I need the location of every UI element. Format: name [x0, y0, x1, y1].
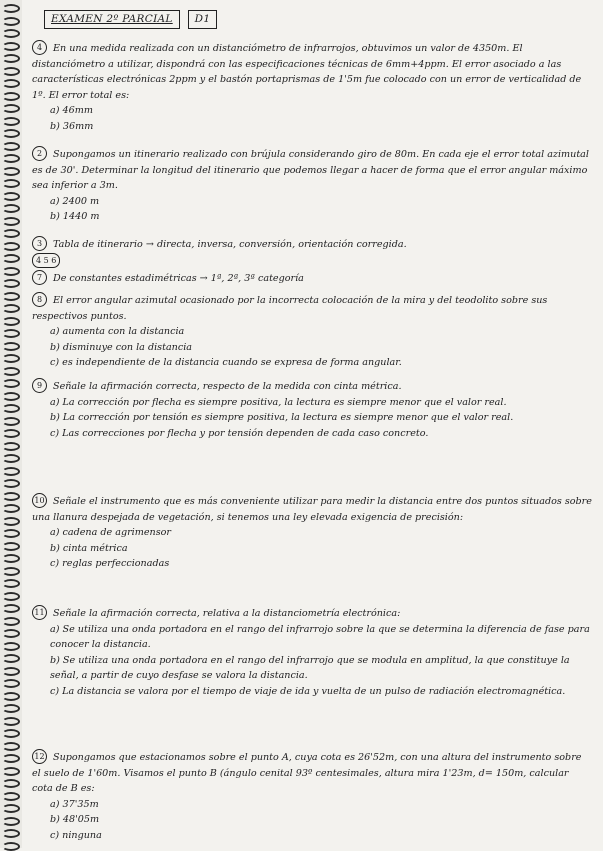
exam-code: D1: [188, 10, 218, 29]
spiral-coil: [2, 479, 20, 488]
exam-title: EXAMEN 2º PARCIAL: [44, 10, 180, 29]
question-number: 3: [32, 236, 47, 251]
spiral-coil: [2, 279, 20, 288]
answer-option: c) Las correcciones por flecha y por tensión dependen de cada caso concreto.: [50, 427, 429, 439]
spiral-binding: [0, 0, 22, 848]
page-header: [44, 10, 217, 29]
answer-option: a) Se utiliza una onda portadora en el rango del infrarrojo sobre la que se determina la diferencia de fase para conocer la distancia.: [50, 623, 590, 650]
spiral-coil: [2, 367, 20, 376]
spiral-coil: [2, 617, 20, 626]
spiral-coil: [2, 304, 20, 313]
answer-option: a) 37'35m: [50, 798, 99, 810]
question-8: [32, 292, 592, 371]
spiral-coil: [2, 779, 20, 788]
answer-option: c) ninguna: [50, 829, 102, 841]
spiral-coil: [2, 417, 20, 426]
spiral-coil: [2, 404, 20, 413]
answer-option: b) cinta métrica: [50, 542, 128, 554]
question-7: [32, 270, 592, 287]
spiral-coil: [2, 342, 20, 351]
spiral-coil: [2, 242, 20, 251]
question-text: De constantes estadimétricas → 1ª, 2ª, 3ª categoría: [53, 273, 304, 284]
spiral-coil: [2, 454, 20, 463]
notebook-page: [28, 0, 596, 848]
question-number: 7: [32, 270, 47, 285]
spiral-coil: [2, 579, 20, 588]
spiral-coil: [2, 142, 20, 151]
spiral-coil: [2, 592, 20, 601]
answer-option: a) cadena de agrimensor: [50, 527, 171, 538]
spiral-coil: [2, 692, 20, 701]
question-text: Señale la afirmación correcta, relativa a la distanciometría electrónica:: [53, 608, 401, 619]
spiral-coil: [2, 667, 20, 676]
spiral-coil: [2, 129, 20, 138]
spiral-coil: [2, 204, 20, 213]
spiral-coil: [2, 254, 20, 263]
question-text: En una medida realizada con un distanciómetro de infrarrojos, obtuvimos un valor de 4350m. El distanciómetro a utilizar, dispondrá con las especificaciones técnicas de 6mm+4ppm. El error asociado a las características electrónicas 2ppm y el bastón portaprismas de 1'5m fue colocado con un error de verticalidad de 1º. El error total es:: [32, 43, 582, 101]
spiral-coil: [2, 842, 20, 851]
spiral-coil: [2, 179, 20, 188]
spiral-coil: [2, 567, 20, 576]
answer-option: c) La distancia se valora por el tiempo de viaje de ida y vuelta de un pulso de radiación electromagnética.: [50, 685, 566, 697]
question-number: 4 5 6: [32, 253, 60, 268]
spiral-coil: [2, 29, 20, 38]
spiral-coil: [2, 4, 20, 13]
spiral-coil: [2, 442, 20, 451]
spiral-coil: [2, 217, 20, 226]
spiral-coil: [2, 67, 20, 76]
question-text: Señale la afirmación correcta, respecto de la medida con cinta métrica.: [53, 381, 402, 392]
spiral-coil: [2, 17, 20, 26]
spiral-coil: [2, 329, 20, 338]
spiral-coil: [2, 767, 20, 776]
question-number: 12: [32, 749, 47, 764]
spiral-coil: [2, 754, 20, 763]
question-10: [32, 493, 592, 572]
spiral-coil: [2, 679, 20, 688]
spiral-coil: [2, 817, 20, 826]
question-3: [32, 236, 592, 253]
question-number: 11: [32, 605, 47, 620]
question-1: [32, 40, 592, 134]
question-2: [32, 146, 592, 225]
answer-option: b) 36mm: [50, 120, 94, 132]
answer-option: a) aumenta con la distancia: [50, 326, 185, 337]
spiral-coil: [2, 292, 20, 301]
spiral-coil: [2, 154, 20, 163]
answer-option: a) 2400 m: [50, 195, 100, 207]
answer-option: b) 1440 m: [50, 211, 100, 222]
spiral-coil: [2, 717, 20, 726]
spiral-coil: [2, 642, 20, 651]
spiral-coil: [2, 654, 20, 663]
spiral-coil: [2, 542, 20, 551]
spiral-coil: [2, 92, 20, 101]
spiral-coil: [2, 429, 20, 438]
question-group-456: [32, 253, 592, 270]
answer-option: b) disminuye con la distancia: [50, 341, 192, 353]
spiral-coil: [2, 392, 20, 401]
spiral-coil: [2, 42, 20, 51]
spiral-coil: [2, 804, 20, 813]
question-text: Supongamos un itinerario realizado con brújula considerando giro de 80m. En cada eje el error total azimutal es de 30'. Determinar la longitud del itinerario que podemos llegar a hacer de forma que el error angular máximo sea inferior a 3m.: [32, 149, 589, 191]
spiral-coil: [2, 529, 20, 538]
spiral-coil: [2, 604, 20, 613]
question-number: 2: [32, 146, 47, 161]
answer-option: c) reglas perfeccionadas: [50, 558, 170, 569]
question-number: 10: [32, 493, 47, 508]
spiral-coil: [2, 379, 20, 388]
answer-option: b) 48'05m: [50, 814, 100, 825]
answer-option: a) La corrección por flecha es siempre positiva, la lectura es siempre menor que el valor real.: [50, 396, 507, 408]
question-11: [32, 605, 592, 699]
spiral-coil: [2, 317, 20, 326]
question-text: Tabla de itinerario → directa, inversa, conversión, orientación corregida.: [53, 239, 407, 250]
question-12: [32, 749, 592, 843]
spiral-coil: [2, 704, 20, 713]
answer-option: a) 46mm: [50, 105, 93, 116]
spiral-coil: [2, 229, 20, 238]
question-number: 8: [32, 292, 47, 307]
spiral-coil: [2, 192, 20, 201]
spiral-coil: [2, 554, 20, 563]
spiral-coil: [2, 167, 20, 176]
answer-option: b) La corrección por tensión es siempre positiva, la lectura es siempre menor que el valor real.: [50, 412, 514, 423]
spiral-coil: [2, 504, 20, 513]
spiral-coil: [2, 117, 20, 126]
spiral-coil: [2, 104, 20, 113]
answer-option: c) es independiente de la distancia cuando se expresa de forma angular.: [50, 357, 402, 368]
spiral-coil: [2, 54, 20, 63]
question-text: Señale el instrumento que es más conveniente utilizar para medir la distancia entre dos puntos situados sobre una llanura despejada de vegetación, si tenemos una ley elevada exigencia de precisión:: [32, 496, 592, 523]
question-number: 4: [32, 40, 47, 55]
spiral-coil: [2, 742, 20, 751]
spiral-coil: [2, 729, 20, 738]
spiral-coil: [2, 354, 20, 363]
spiral-coil: [2, 492, 20, 501]
question-text: El error angular azimutal ocasionado por la incorrecta colocación de la mira y del teodolito sobre sus respectivos puntos.: [32, 295, 548, 322]
spiral-coil: [2, 267, 20, 276]
question-9: [32, 378, 592, 441]
answer-option: b) Se utiliza una onda portadora en el rango del infrarrojo que se modula en amplitud, la que constituye la señal, a partir de cuyo desfase se valora la distancia.: [50, 654, 570, 681]
spiral-coil: [2, 467, 20, 476]
question-number: 9: [32, 378, 47, 393]
spiral-coil: [2, 829, 20, 838]
spiral-coil: [2, 629, 20, 638]
question-text: Supongamos que estacionamos sobre el punto A, cuya cota es 26'52m, con una altura del instrumento sobre el suelo de 1'60m. Visamos el punto B (ángulo cenital 93º centesimales, altura mira 1'23m, d= 150m, calcular cota de B es:: [32, 752, 582, 794]
spiral-coil: [2, 79, 20, 88]
spiral-coil: [2, 792, 20, 801]
spiral-coil: [2, 517, 20, 526]
